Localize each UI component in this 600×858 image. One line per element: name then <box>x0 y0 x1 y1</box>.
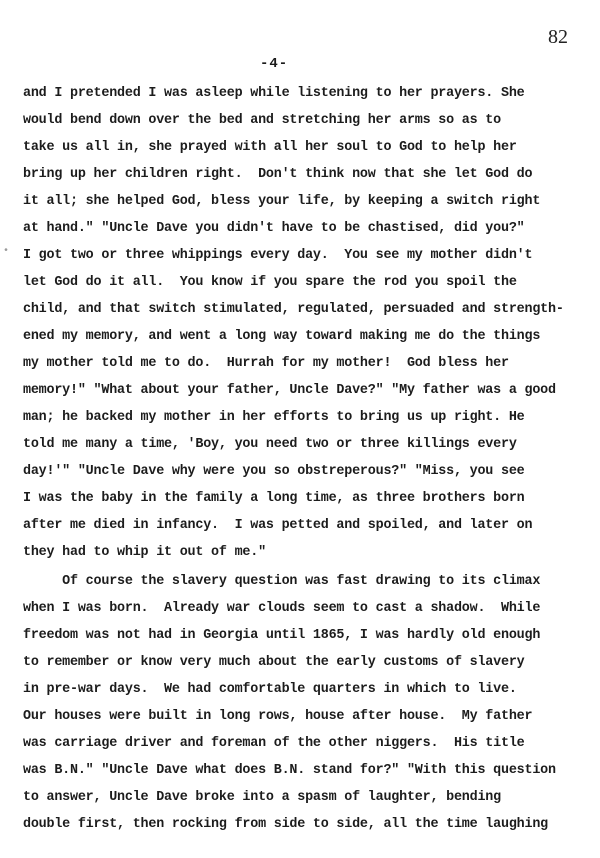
text-line: let God do it all. You know if you spare the rod you spoil the <box>23 275 517 290</box>
text-line: freedom was not had in Georgia until 1865, I was hardly old enough <box>23 628 541 643</box>
text-line: in pre-war days. We had comfortable quarters in which to live. <box>23 682 517 697</box>
page-number: 82 <box>548 26 568 48</box>
text-line: child, and that switch stimulated, regulated, persuaded and strength- <box>23 302 564 317</box>
text-line: it all; she helped God, bless your life, by keeping a switch right <box>23 194 541 209</box>
text-line: take us all in, she prayed with all her soul to God to help her <box>23 140 517 155</box>
text-line: to answer, Uncle Dave broke into a spasm of laughter, bending <box>23 790 501 805</box>
text-line: ened my memory, and went a long way toward making me do the things <box>23 329 541 344</box>
text-line: told me many a time, 'Boy, you need two or three killings every <box>23 437 517 452</box>
section-number: -4- <box>260 56 289 72</box>
text-line: to remember or know very much about the early customs of slavery <box>23 655 525 670</box>
text-line: man; he backed my mother in her efforts to bring us up right. He <box>23 410 525 425</box>
text-line: Of course the slavery question was fast drawing to its climax <box>23 574 541 589</box>
text-line: would bend down over the bed and stretching her arms so as to <box>23 113 501 128</box>
text-line: memory!" "What about your father, Uncle Dave?" "My father was a good <box>23 383 556 398</box>
text-line: at hand." "Uncle Dave you didn't have to be chastised, did you?" <box>23 221 525 236</box>
text-line: was carriage driver and foreman of the other niggers. His title <box>23 736 525 751</box>
text-line: when I was born. Already war clouds seem to cast a shadow. While <box>23 601 541 616</box>
text-line: was B.N." "Uncle Dave what does B.N. stand for?" "With this question <box>23 763 556 778</box>
text-line: my mother told me to do. Hurrah for my mother! God bless her <box>23 356 509 371</box>
text-line: Our houses were built in long rows, house after house. My father <box>23 709 533 724</box>
text-line: day!'" "Uncle Dave why were you so obstreperous?" "Miss, you see <box>23 464 525 479</box>
text-line: they had to whip it out of me." <box>23 545 266 560</box>
text-line: I was the baby in the family a long time, as three brothers born <box>23 491 525 506</box>
text-line: and I pretended I was asleep while listening to her prayers. She <box>23 86 525 101</box>
text-line: bring up her children right. Don't think now that she let God do <box>23 167 533 182</box>
text-line: I got two or three whippings every day. You see my mother didn't <box>23 248 533 263</box>
margin-mark: • <box>3 246 10 257</box>
text-line: double first, then rocking from side to side, all the time laughing <box>23 817 548 832</box>
text-line: after me died in infancy. I was petted and spoiled, and later on <box>23 518 533 533</box>
